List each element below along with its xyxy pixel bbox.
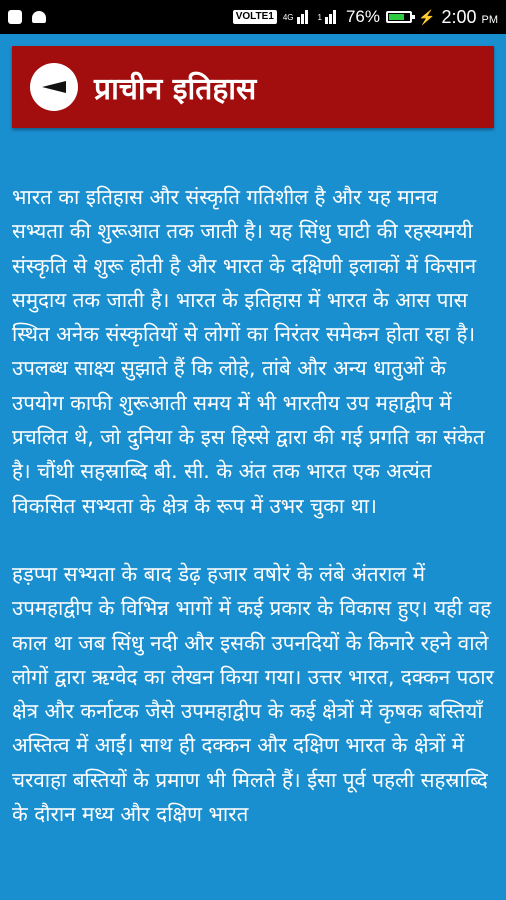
android-notification-icon bbox=[32, 11, 46, 23]
article-paragraph-1: भारत का इतिहास और संस्कृति गतिशील है और यह मानव सभ्यता की शुरूआत तक जाती है। यह सिंधु घाटी की रहस्यमयी संस्कृति से शुरू होती है और भारत के दक्षिणी इलाकों में किसान समुदाय तक जाती है। भारत के इतिहास में भारत के आस पास स्थित अनेक संस्कृतियों से लोगों का निरंतर समेकन होता रहा है। उपलब्ध साक्ष्य सुझाते हैं कि लोहे, तांबे और अन्य धातुओं के उपयोग काफी शुरूआती समय में भी भारतीय उप महाद्वीप में प्रचलित थे, जो दुनिया के इस हिस्से द्वारा की गई प्रगति का संकेत है। चौंथी सहस्राब्दि बी. सी. के अंत तक भारत एक अत्यंत विकसित सभ्यता के क्षेत्र के रूप में उभर चुका था। bbox=[12, 185, 485, 518]
signal-strength-icon bbox=[318, 10, 340, 24]
signal-strength-icon bbox=[283, 10, 312, 24]
volte-badge: VOLTE1 bbox=[233, 10, 277, 24]
app-header bbox=[12, 46, 494, 128]
page-title: प्राचीन इतिहास bbox=[94, 71, 257, 107]
article-content[interactable] bbox=[12, 180, 494, 831]
clock bbox=[441, 7, 498, 28]
back-arrow-icon bbox=[42, 79, 66, 95]
back-button[interactable] bbox=[30, 63, 78, 111]
clock-time: 2:00 bbox=[441, 6, 477, 27]
image-notification-icon bbox=[8, 10, 22, 24]
charging-icon: ⚡ bbox=[418, 8, 436, 25]
article-paragraph-2: हड़प्पा सभ्यता के बाद डेढ़ हजार वषोरं के लंबे अंतराल में उपमहाद्वीप के विभिन्न भागों में कई प्रकार के विकास हुए। यही वह काल था जब सिंधु नदी और इसकी उपनदियों के किनारे रहने वाले लोगों द्वारा ऋग्वेद का लेखन किया गया। उत्तर भारत, दक्कन पठार क्षेत्र और कर्नाटक जैसे उपमहाद्वीप के कई क्षेत्रों में कृषक बस्तियाँ अस्तित्व में आईं। साथ ही दक्कन और दक्षिण भारत के क्षेत्रों में चरवाहा बस्तियों के प्रमाण भी मिलते हैं। ईसा पूर्व पहली सहस्राब्दि के दौरान मध्य और दक्षिण भारत bbox=[12, 561, 494, 827]
battery-percent: 76% bbox=[345, 7, 380, 26]
battery-level-fill bbox=[389, 14, 404, 20]
network-type-label: 4G bbox=[282, 12, 294, 22]
sim-slot-label: 1 bbox=[317, 12, 322, 22]
battery-icon bbox=[386, 11, 412, 23]
status-bar bbox=[0, 0, 506, 34]
clock-suffix: PM bbox=[481, 13, 498, 26]
